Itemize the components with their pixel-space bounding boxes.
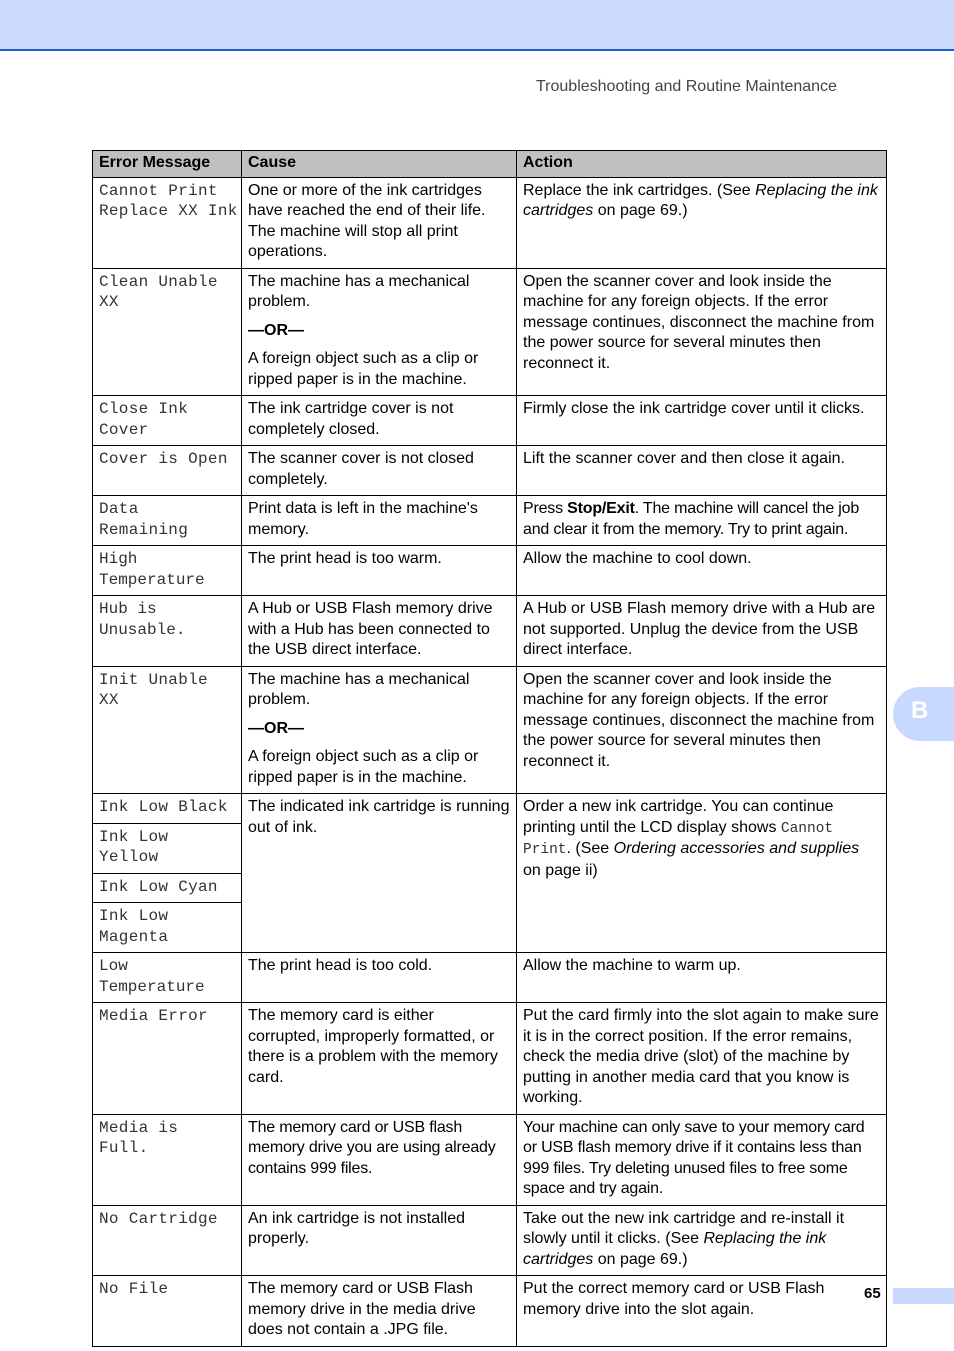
action-cell: Allow the machine to cool down. [517, 546, 887, 596]
cause-cell: The indicated ink cartridge is running out of ink. [242, 794, 517, 953]
error-message-line: Cannot Print [99, 181, 218, 200]
table-row [93, 177, 887, 268]
table-row [93, 794, 887, 824]
error-message-cell: Ink Low Magenta [93, 903, 242, 953]
error-message-cell: Low Temperature [93, 953, 242, 1003]
action-text: Replace the ink cartridges. (See [523, 181, 756, 199]
cause-cell: The scanner cover is not closed completely. [242, 446, 517, 496]
error-message-cell: Cover is Open [93, 446, 242, 496]
cause-cell: A Hub or USB Flash memory drive with a Hub has been connected to the USB direct interface. [242, 596, 517, 667]
cause-cell: The memory card or USB Flash memory drive in the media drive does not contain a .JPG file. [242, 1276, 517, 1347]
table-row [93, 1003, 887, 1115]
error-message-cell: Data Remaining [93, 496, 242, 546]
error-message-cell: Ink Low Yellow [93, 823, 242, 873]
action-text: Press [523, 500, 568, 517]
error-message-cell [93, 177, 242, 268]
column-header-action: Action [517, 151, 887, 178]
column-header-error-message: Error Message [93, 151, 242, 178]
cause-text: A foreign object such as a clip or ripped paper is in the machine. [248, 350, 479, 388]
action-text: on page 69.) [593, 1250, 688, 1268]
error-message-cell: High Temperature [93, 546, 242, 596]
cause-cell [242, 268, 517, 396]
cause-cell: The memory card or USB flash memory drive you are using already contains 999 files. [242, 1114, 517, 1205]
action-text: Take out the new ink cartridge and re-install it slowly until it clicks. (See [523, 1209, 845, 1247]
action-cell: Firmly close the ink cartridge cover until it clicks. [517, 396, 887, 446]
chapter-tab-letter: B [911, 697, 929, 724]
table-header-row [93, 151, 887, 178]
error-message-line: Replace XX Ink [99, 202, 238, 220]
action-text: on page 69.) [593, 202, 688, 219]
action-text: Order a new ink cartridge. You can continue printing until the LCD display shows [523, 798, 834, 836]
table-row [93, 666, 887, 794]
chapter-tab [893, 687, 954, 741]
action-cell [517, 1205, 887, 1276]
action-cell: Lift the scanner cover and then close it again. [517, 446, 887, 496]
cause-cell: The memory card is either corrupted, improperly formatted, or there is a problem with the memory card. [242, 1003, 517, 1115]
error-message-cell: Media is Full. [93, 1114, 242, 1205]
error-message-cell: No File [93, 1276, 242, 1347]
cause-cell: An ink cartridge is not installed properly. [242, 1205, 517, 1276]
top-color-band [0, 0, 954, 51]
table-row [93, 1205, 887, 1276]
error-message-cell: Init Unable XX [93, 666, 242, 794]
cause-cell: The print head is too warm. [242, 546, 517, 596]
error-message-cell: No Cartridge [93, 1205, 242, 1276]
table-row [93, 596, 887, 667]
table-row [93, 268, 887, 396]
cause-cell [242, 666, 517, 794]
action-cell: Open the scanner cover and look inside the machine for any foreign objects. If the error message continues, disconnect the machine from the power source for several minutes then reconnect it. [517, 666, 887, 794]
action-cell: Put the correct memory card or USB Flash memory drive into the slot again. [517, 1276, 887, 1347]
action-cell: A Hub or USB Flash memory drive with a Hub are not supported. Unplug the device from the USB direct interface. [517, 596, 887, 667]
or-separator: —OR— [248, 719, 304, 737]
cause-cell: The print head is too cold. [242, 953, 517, 1003]
error-message-cell: Ink Low Cyan [93, 873, 242, 903]
cause-cell: Print data is left in the machine's memory. [242, 496, 517, 546]
cross-reference: Replacing the ink cartridges [523, 1230, 827, 1268]
page-number-bar [893, 1288, 954, 1304]
or-separator: —OR— [248, 321, 304, 339]
cause-text: A foreign object such as a clip or ripped paper is in the machine. [248, 748, 479, 786]
cross-reference: Ordering accessories and supplies [613, 840, 860, 857]
table-row [93, 496, 887, 546]
action-cell: Put the card firmly into the slot again to make sure it is in the correct position. If the error remains, check the media drive (slot) of the machine by putting in another media card that you know is working. [517, 1003, 887, 1115]
action-text: . The machine will cancel the job and clear it from the memory. Try to print again. [523, 500, 860, 538]
action-text: on page ii) [523, 861, 598, 879]
table-row [93, 1276, 887, 1347]
cause-text: The machine has a mechanical problem. [248, 670, 470, 708]
table-row [93, 953, 887, 1003]
running-header: Troubleshooting and Routine Maintenance [536, 78, 837, 95]
action-cell [517, 496, 887, 546]
action-cell [517, 794, 887, 953]
page-number: 65 [864, 1285, 881, 1302]
table-row [93, 1114, 887, 1205]
action-text: . (See [566, 840, 614, 857]
action-cell: Allow the machine to warm up. [517, 953, 887, 1003]
error-message-cell: Ink Low Black [93, 794, 242, 824]
cause-cell: The ink cartridge cover is not completely closed. [242, 396, 517, 446]
error-message-cell: Clean Unable XX [93, 268, 242, 396]
table-row [93, 546, 887, 596]
cause-cell: One or more of the ink cartridges have reached the end of their life. The machine will stop all print operations. [242, 177, 517, 268]
column-header-cause: Cause [242, 151, 517, 178]
action-cell: Your machine can only save to your memory card or USB flash memory drive if it contains less than 999 files. Try deleting unused files to free some space and try again. [517, 1114, 887, 1205]
cause-text: The machine has a mechanical problem. [248, 272, 470, 310]
error-message-table [92, 150, 887, 1347]
table-row [93, 396, 887, 446]
lcd-message: Cannot Print [523, 820, 834, 858]
action-cell [517, 177, 887, 268]
error-message-cell: Media Error [93, 1003, 242, 1115]
cross-reference: Replacing the ink cartridges [523, 181, 878, 219]
action-cell: Open the scanner cover and look inside the machine for any foreign objects. If the error message continues, disconnect the machine from the power source for several minutes then reconnect it. [517, 268, 887, 396]
table-row [93, 446, 887, 496]
button-name: Stop/Exit [567, 500, 635, 517]
error-message-cell: Close Ink Cover [93, 396, 242, 446]
error-message-cell: Hub is Unusable. [93, 596, 242, 667]
